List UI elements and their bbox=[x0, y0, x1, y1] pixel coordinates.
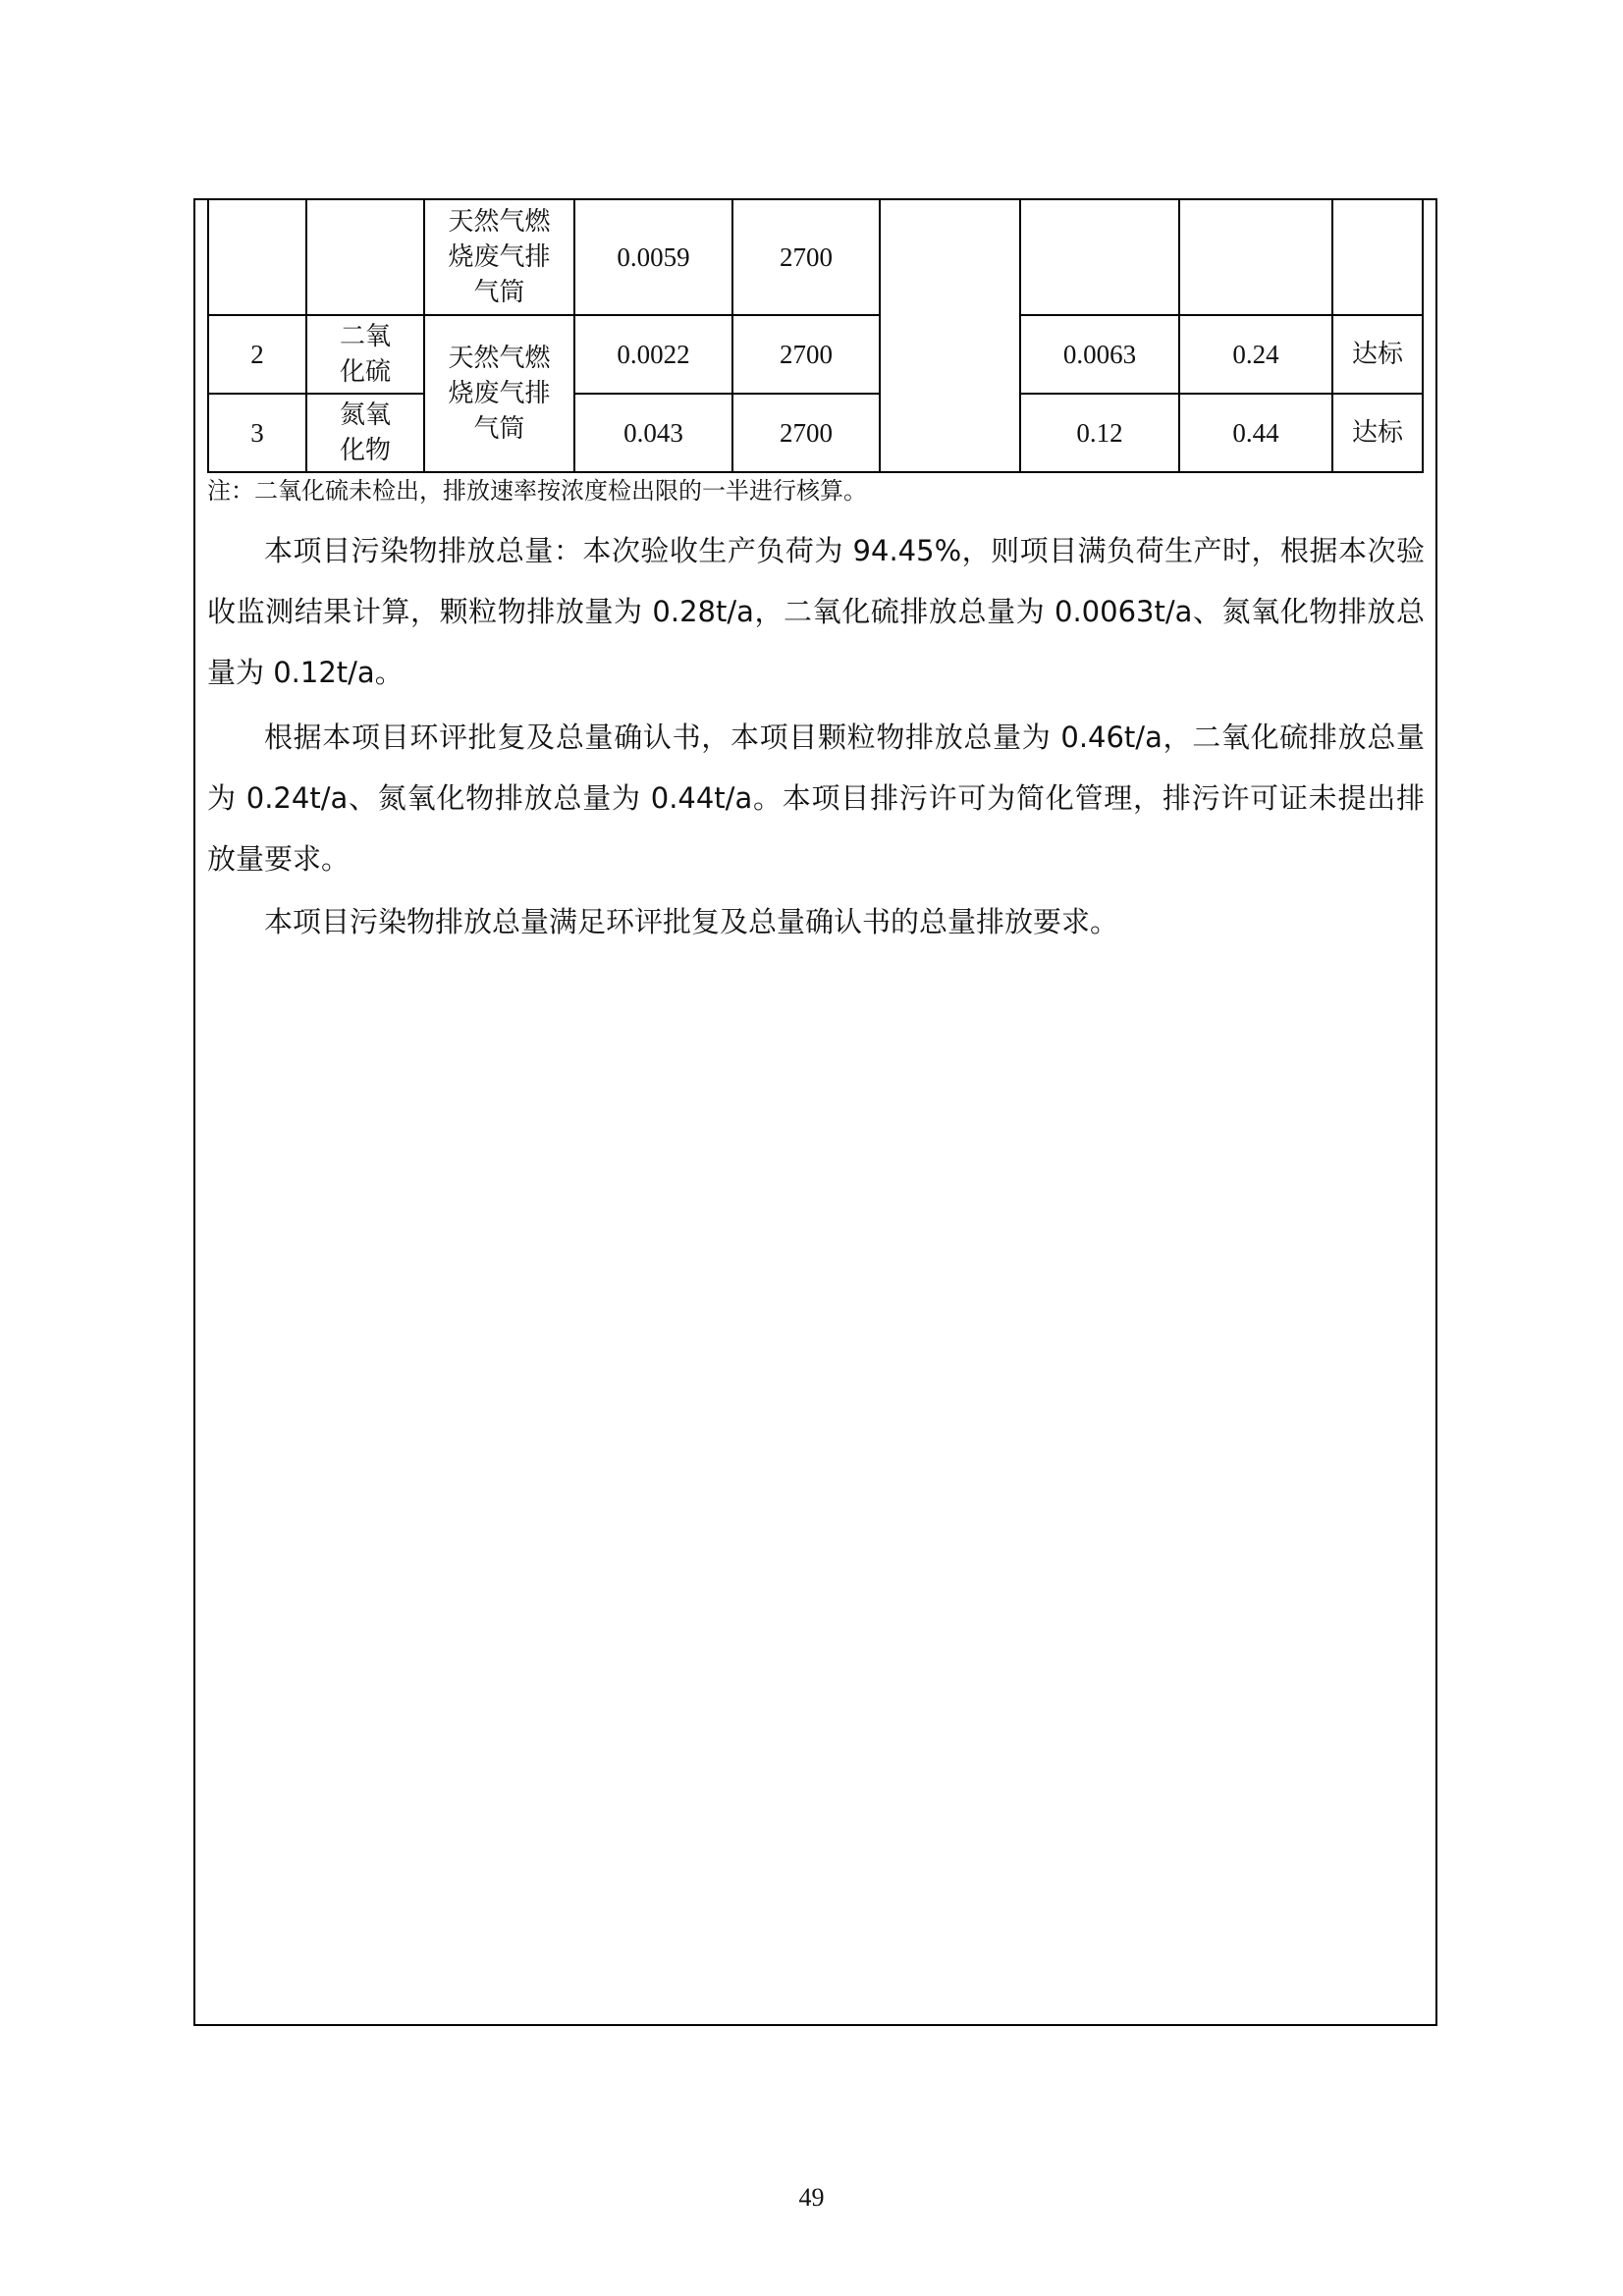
limit-cell: 0.44 bbox=[1179, 394, 1332, 472]
source-cell bbox=[424, 199, 574, 315]
source-line: 烧废气排 bbox=[448, 379, 551, 408]
body-paragraph: 本项目污染物排放总量：本次验收生产负荷为 94.45%，则项目满负荷生产时，根据本次验收监测结果计算，颗粒物排放量为 0.28t/a，二氧化硫排放总量为 0.0063t/a、氮氧化物排放总量为 0.12t/a。 bbox=[207, 534, 1425, 689]
pollutant-cell bbox=[306, 199, 424, 315]
emission-rate-cell: 0.0059 bbox=[574, 199, 732, 315]
source-line: 天然气燃 bbox=[448, 207, 551, 237]
source-line: 气筒 bbox=[473, 278, 525, 307]
emission-rate-cell: 0.0022 bbox=[574, 315, 732, 394]
row-number-cell bbox=[208, 199, 306, 315]
pollutant-line: 氮氧 bbox=[339, 400, 391, 430]
pollutant-line: 二氧 bbox=[339, 322, 391, 351]
source-line: 烧废气排 bbox=[448, 242, 551, 272]
body-paragraph: 根据本项目环评批复及总量确认书，本项目颗粒物排放总量为 0.46t/a，二氧化硫排放总量为 0.24t/a、氮氧化物排放总量为 0.44t/a。本项目排污许可为简化管理，排污许可证未提出排放量要求。 bbox=[207, 721, 1425, 876]
pollutant-line: 化物 bbox=[339, 436, 391, 465]
page-number: 49 bbox=[798, 2183, 825, 2212]
result-cell: 达标 bbox=[1332, 315, 1423, 394]
row-number-cell: 2 bbox=[208, 315, 306, 394]
blank-merged-cell bbox=[880, 199, 1020, 472]
table-row bbox=[208, 315, 1423, 394]
pollutant-cell bbox=[306, 315, 424, 394]
hours-cell: 2700 bbox=[732, 315, 880, 394]
result-cell: 达标 bbox=[1332, 394, 1423, 472]
result-cell bbox=[1332, 199, 1423, 315]
pollutant-cell bbox=[306, 394, 424, 472]
source-line: 气筒 bbox=[473, 414, 525, 444]
table-note: 注：二氧化硫未检出，排放速率按浓度检出限的一半进行核算。 bbox=[207, 477, 867, 505]
emission-rate-cell: 0.043 bbox=[574, 394, 732, 472]
limit-cell bbox=[1179, 199, 1332, 315]
hours-cell: 2700 bbox=[732, 394, 880, 472]
hours-cell: 2700 bbox=[732, 199, 880, 315]
table-row bbox=[208, 394, 1423, 472]
total-cell: 0.12 bbox=[1020, 394, 1179, 472]
emission-table bbox=[207, 198, 1424, 473]
pollutant-line: 化硫 bbox=[339, 357, 391, 387]
row-number-cell: 3 bbox=[208, 394, 306, 472]
total-cell: 0.0063 bbox=[1020, 315, 1179, 394]
limit-cell: 0.24 bbox=[1179, 315, 1332, 394]
table-row bbox=[208, 199, 1423, 315]
total-cell bbox=[1020, 199, 1179, 315]
body-paragraph: 本项目污染物排放总量满足环评批复及总量确认书的总量排放要求。 bbox=[264, 905, 1119, 938]
source-line: 天然气燃 bbox=[448, 344, 551, 373]
source-cell bbox=[424, 315, 574, 472]
